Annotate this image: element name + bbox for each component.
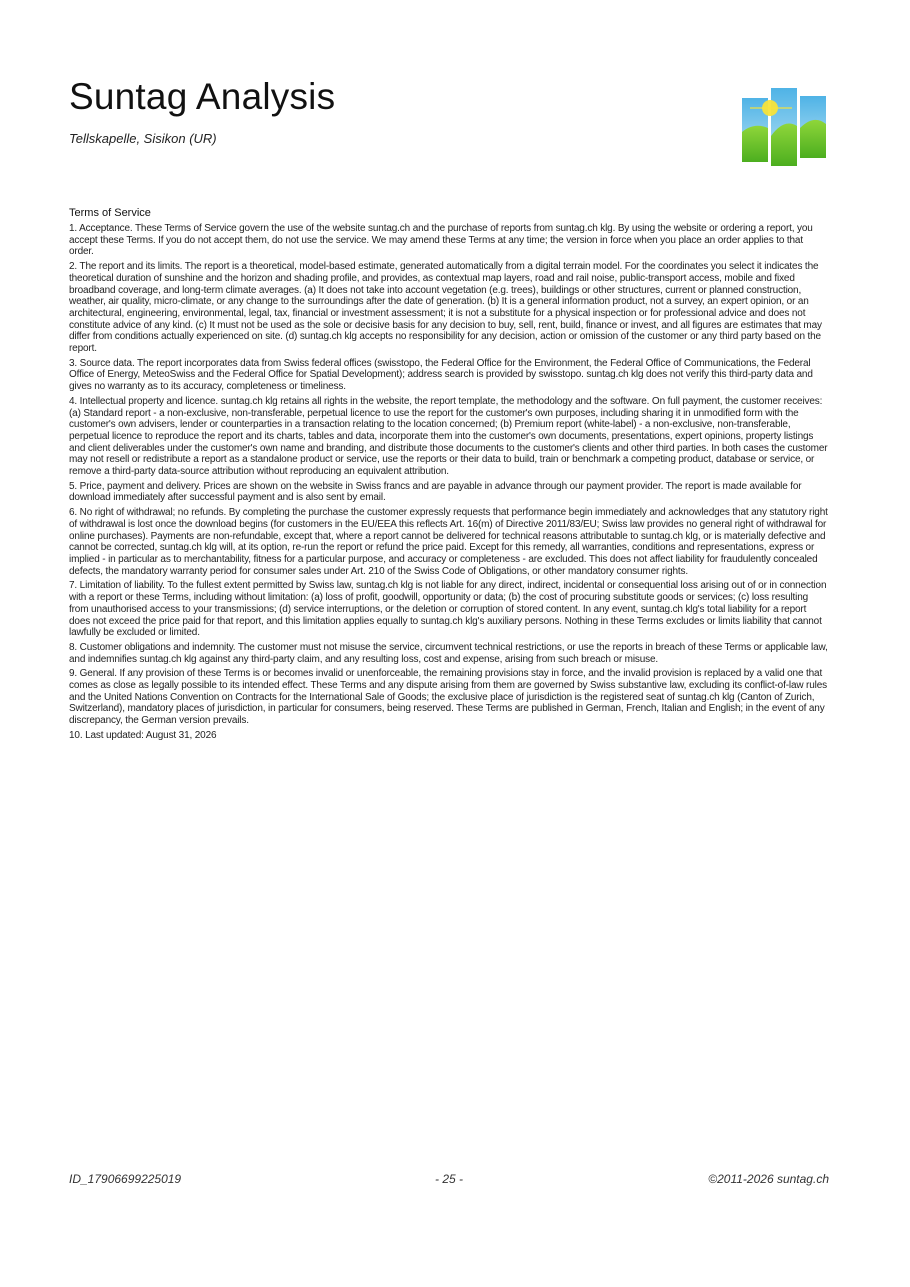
report-id: ID_17906699225019: [69, 1172, 182, 1186]
terms-of-service-section: [69, 207, 829, 745]
terms-paragraph: 9. General. If any provision of these Terms is or becomes invalid or unenforceable, the remaining provisions stay in force, and the invalid provision is replaced by a valid one that comes as close as legally possible to its intended effect. These Terms and any dispute arising from them are governed by Swiss substantive law, excluding its conflict-of-law rules and the United Nations Convention on Contracts for the International Sale of Goods; the exclusive place of jurisdiction is the registered seat of suntag.ch klg (Canton of Zurich, Switzerland), mandatory places of jurisdiction, in particular for consumers, being reserved. These Terms are published in German, French, Italian and English; in the event of any discrepancy, the German version prevails.: [69, 668, 827, 727]
terms-paragraph: 1. Acceptance. These Terms of Service govern the use of the website suntag.ch and the purchase of reports from suntag.ch klg. By using the website or ordering a report, you accept these Terms. If you do not accept them, do not use the service. We may amend these Terms at any time; the version in force when you place an order applies to that order.: [69, 223, 813, 258]
terms-paragraph: 3. Source data. The report incorporates data from Swiss federal offices (swisstopo, the Federal Office for the Environment, the Federal Office of Communications, the Federal Office of Energy, MeteoSwiss and the Federal Office for Spatial Development); address search is provided by swisstopo. suntag.ch klg does not verify this third-party data and gives no warranty as to its accuracy, completeness or timeliness.: [69, 357, 813, 393]
terms-paragraph: 4. Intellectual property and licence. suntag.ch klg retains all rights in the website, the report template, the methodology and the software. On full payment, the customer receives: (a) Standard report - a non-exclusive, non-transferable, perpetual licence to use the report for the customer's own purposes, including sharing it in unmodified form with the customer's own advisers, lender or counterparties in a transaction relating to the location concerned; (b) Premium report (white-label) - a non-exclusive, non-transferable, perpetual licence to reproduce the report and its charts, tables and data, incorporate them into the customer's own documents, presentations, expert opinions, property listings and client deliverables under the customer's own name and branding, and distribute those documents to the customer's clients and other third parties. In both cases the customer may not resell or redistribute a report as a standalone product or service, use the reports or their data to build, train or benchmark a competing product, database or service, or remove a third-party data-source attribution without reproducing an equivalent attribution.: [69, 395, 828, 478]
terms-paragraph: 10. Last updated: August 31, 2026: [69, 729, 217, 741]
terms-heading: Terms of Service: [69, 207, 151, 219]
copyright-notice: ©2011-2026 suntag.ch: [708, 1172, 829, 1186]
terms-paragraph: 6. No right of withdrawal; no refunds. By completing the purchase the customer expressly requests that performance begin immediately and acknowledges that any statutory right of withdrawal is lost once the download begins (for customers in the EU/EEA this reflects Art. 16(m) of Directive 2011/83/EU; Swiss law provides no general right of withdrawal for online purchases). Payments are non-refundable, except that, where a report cannot be delivered for technical reasons attributable to suntag.ch klg, or is materially defective and cannot be corrected, suntag.ch klg will, at its option, re-run the report or refund the price paid. Except for this remedy, all warranties, conditions and representations, express or implied - in particular as to merchantability, fitness for a particular purpose, and accuracy or completeness - are excluded. This does not affect liability for fraudulently concealed defects, the mandatory warranty period for consumer sales under Art. 210 of the Swiss Code of Obligations, or other mandatory consumer rights.: [69, 507, 828, 577]
page-number: - 25 -: [434, 1172, 463, 1186]
terms-paragraph: 5. Price, payment and delivery. Prices are shown on the website in Swiss francs and are payable in advance through our payment provider. The report is made available for download immediately after successful payment and is also sent by email.: [69, 480, 802, 504]
page-title: Suntag Analysis: [69, 76, 336, 117]
terms-paragraph: 2. The report and its limits. The report is a theoretical, model-based estimate, generated automatically from a digital terrain model. For the coordinates you select it indicates the theoretical duration of sunshine and the horizon and shading profile, and provides, as contextual map layers, road and rail noise, public-transport access, mobile and fixed broadband coverage, and long-term climate averages. (a) It does not take into account vegetation (e.g. trees), buildings or other structures, current or planned construction, weather, air quality, micro-climate, or any change to the surroundings after the date of generation. (b) It is a general information product, not a survey, an expert opinion, or an architectural, engineering, environmental, legal, tax, financial or investment assessment; it is not a substitute for a physical inspection or for professional advice and does not constitute advice of any kind. (c) It must not be used as the sole or decisive basis for any decision to buy, sell, rent, build, finance or invest, and all figures are estimates that may differ from conditions actually experienced on site. (d) suntag.ch klg accepts no responsibility for any decision, action or omission of the customer or any third party based on the report.: [69, 261, 822, 355]
terms-paragraph: 8. Customer obligations and indemnity. The customer must not misuse the service, circumvent technical restrictions, or use the reports in breach of these Terms or applicable law, and indemnifies suntag.ch klg against any third-party claim, and any resulting loss, cost and expense, arising from such breach or misuse.: [69, 641, 828, 665]
terms-paragraph: 7. Limitation of liability. To the fullest extent permitted by Swiss law, suntag.ch klg is not liable for any direct, indirect, incidental or consequential loss arising out of or in connection with a report or these Terms, including without limitation: (a) loss of profit, goodwill, opportunity or data; (b) the cost of procuring substitute goods or services; (c) loss resulting from unauthorised access to your transmissions; (d) service interruptions, or the deletion or corruption of stored content. In any event, suntag.ch klg's total liability for a report does not exceed the price paid for that report, and this limitation applies equally to suntag.ch klg's auxiliary persons. Nothing in these Terms excludes or limits liability that cannot lawfully be excluded or limited.: [69, 580, 827, 639]
sun-landscape-logo-icon: [740, 88, 828, 166]
location-subtitle: Tellskapelle, Sisikon (UR): [69, 131, 217, 146]
